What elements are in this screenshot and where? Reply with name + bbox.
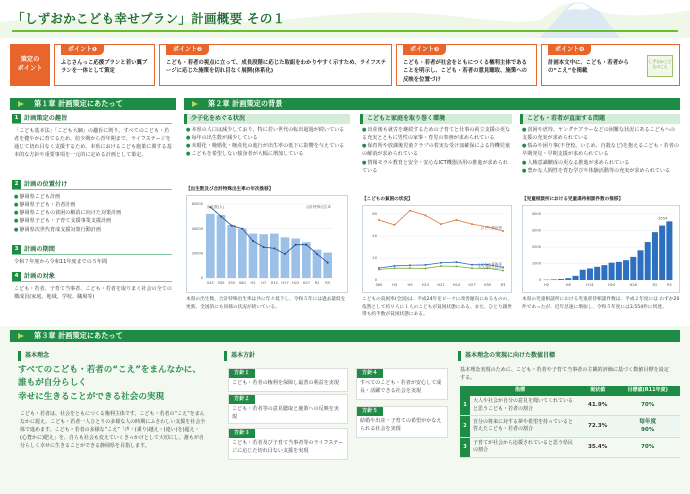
chart3-xtick: R5	[666, 283, 672, 287]
ch1-item3-num: 3	[12, 245, 21, 254]
chart2-ytick: 20	[372, 256, 377, 261]
ch1-item2-bullet: ● 静岡県次世代育成支援対策行動計画	[14, 226, 172, 234]
policy-5-text: 結婚や出産・子育ての希望がかなえられる社会を実現	[360, 418, 442, 432]
chart1-xtick: H22	[292, 281, 300, 285]
goal-target: 70%	[615, 396, 680, 416]
policy-3-tag: 方針３	[229, 429, 255, 438]
chart3-ytick: 4000	[531, 212, 541, 217]
chart1-legend-rate: 合計特殊出生率	[305, 205, 331, 209]
ch2-col2-title: こどもと家庭を取り巻く環境	[360, 114, 512, 124]
chapter1-heading: 第１章 計画策定にあたって	[10, 98, 176, 110]
chart1-xtick: R5	[325, 281, 331, 285]
chapter2-heading: 第２章 計画策定の背景	[184, 98, 680, 110]
chart3-xtick: R2	[652, 283, 658, 287]
goals-header-target: 目標値(R11年度)	[615, 386, 680, 396]
ch2-col2-bullet: ● 出産後も就労を継続するための子育てと仕事の両立支援の更なる充実とともに男性の家事・育児の参画が求められている	[362, 126, 512, 142]
chart1-bar	[270, 234, 279, 278]
chart2-xtick: H24	[452, 283, 461, 287]
policy-2-tag: 方針２	[229, 395, 255, 404]
chart3-bar	[609, 263, 615, 280]
goals-header-current: 現状値	[580, 386, 615, 396]
title-underline	[12, 30, 678, 32]
point-3	[396, 44, 537, 86]
ch1-item2-bullet: ● 静岡県こども計画	[14, 193, 172, 201]
chart3-bar	[637, 250, 643, 280]
chart3-bar	[565, 278, 571, 280]
goal-text: 大人や社会が自分の意見を聞いてくれていると思うこども・若者の割合	[470, 396, 580, 416]
chart3-caption: 本県の児童相談所における児童虐待相談件数は、平成２年度には わずか20件であったが、近年急速に増加し、令和５年度には3,554件に到達。	[522, 297, 680, 310]
table-row	[460, 437, 680, 457]
goals-title: 基本理念の実現に向けた数値目標	[458, 351, 680, 361]
chart3-ytick: 3000	[531, 228, 541, 233]
table-row	[460, 396, 680, 416]
goal-target: 毎年度 90%	[615, 416, 680, 438]
ch1-item1-title: 計画策定の趣旨	[24, 115, 68, 122]
policy-4	[356, 368, 448, 400]
policy-4-text: すべてのこども・若者が安心して成長・活躍できる社会を実現	[360, 380, 442, 394]
chart3-xtick: H2	[544, 283, 550, 287]
chart1-bar	[281, 237, 290, 278]
ch1-item4-title: 計画の対象	[24, 273, 55, 280]
chart2-xtick: H15	[421, 283, 430, 287]
chart1-caption: 本県の出生数、合計特殊出生率は共に年々低下し、令和５年には過去最低を更新。全国的にも同様の状況が続いている。	[186, 297, 346, 310]
chart3-xtick: H8	[565, 283, 571, 287]
policy-1	[228, 368, 348, 392]
goal-num: 1	[460, 396, 470, 416]
chart3-bar	[659, 226, 665, 280]
policy-2	[228, 394, 348, 424]
policy-2-text: こども・若者等の意見聴取と施策への反映を実現	[232, 406, 339, 420]
ch1-item2-bullet: ● 静岡県こどもの貧困の解消に向けた対策計画	[14, 209, 172, 217]
chart1-bar	[238, 229, 247, 278]
chart3-abuse	[522, 205, 680, 293]
table-row	[460, 416, 680, 438]
philosophy-text: こども・若者は、社会をともにつくる権利主体です。こども・若者の“こえ”をまんなかに捉え、こども・若者一人ひとりの多様な人の時期にふさわしい支援を社会全体で進めます。こども・若者の多様な“こえ”「声・(乗り)越え・(違い)を)超え・(心豊かに)肥え」を、自らも社会も変えていくきっかけとして大切にし、誰もが自分らしく幸せに生きることができる静岡県を目指します。	[20, 411, 206, 449]
policies-title: 基本方針	[224, 351, 344, 361]
policy-5-tag: 方針５	[357, 407, 383, 416]
chart2-title: 【こどもの貧困の状況】	[362, 197, 413, 202]
goals-header-row	[460, 386, 680, 396]
chart2-xtick: H21	[437, 283, 445, 287]
point-3-text: こども・若者が社会をともにつくる権利主体であることを明示し、こども・若者の意見聴取、施策への反映を位置づけ	[403, 60, 527, 83]
chart1-bar	[323, 253, 332, 278]
chart1-svg	[187, 196, 347, 292]
point-1-text: ふじさんっこ応援プランと若い翼プランを一体として策定	[61, 60, 148, 75]
chart3-bar	[666, 221, 672, 280]
chart2-xtick: H3	[392, 283, 397, 287]
point-2-text: こども・若者の視点に立って、成長段階に応じた取組をわかりやすく示すため、ライフステージに応じた施策を切れ目なく展開(体系化)	[166, 60, 387, 75]
goal-text: 子育てが社会から応援されていると思う県民の割合	[470, 437, 580, 457]
ch2-col3-list	[522, 126, 680, 175]
goal-num: 3	[460, 437, 470, 457]
chart2-xtick: S60	[375, 283, 383, 287]
ch1-item4-heading	[12, 272, 172, 282]
chart1-xtick: H7	[261, 281, 267, 285]
chart2-xtick: H27	[468, 283, 476, 287]
chart3-bar	[645, 242, 651, 280]
chart1-bar	[259, 234, 268, 278]
point-3-tag: ポイント❸	[403, 44, 446, 55]
chart1-xtick: R2	[314, 281, 320, 285]
chart1-ylabel: 出生数(人)	[207, 205, 225, 209]
chart2-xtick: H30	[483, 283, 492, 287]
goal-current: 35.4%	[580, 437, 615, 457]
chart3-xtick: H20	[607, 283, 616, 287]
chart1-title: 【出生数及び合計特殊出生率の年次推移】	[186, 187, 274, 192]
chart2-series-label: こどもの貧困率	[476, 262, 502, 267]
ch1-item2-title: 計画の位置付け	[24, 181, 68, 188]
ch2-col1-bullet: ● 未婚化・晩婚化・晩産化の進行が出生率の低下に影響を与えている	[186, 142, 348, 150]
point-4	[541, 44, 680, 86]
point-2-tag: ポイント❷	[166, 44, 209, 55]
ch1-item1-text: 「こども基本法」「こども大綱」の趣旨に則り、すべてのこども・若者を健やかに育てるため、幼少期から青年期まで、ライフステージを通じて切れ目なく支援するため、本県におけるこども施策に関する基本的な方針や重要事項を一元的に定める計画として策定。	[14, 128, 172, 159]
chart1-xtick: H12	[270, 281, 278, 285]
ch1-item2-bullet: ● 静岡県子ども・子育て支援事業支援計画	[14, 217, 172, 225]
policy-5	[356, 406, 448, 438]
chart3-svg	[523, 206, 679, 292]
plan-points-band	[10, 44, 680, 86]
chart3-ytick: 1000	[531, 261, 541, 266]
point-1-tag: ポイント❶	[61, 44, 104, 55]
ch2-col1-bullet: ● 毎年の出生数が減少している	[186, 134, 348, 142]
point-4-tag: ポイント❹	[548, 44, 591, 55]
chart3-bar	[587, 268, 593, 280]
policy-1-tag: 方針１	[229, 369, 255, 378]
chart1-bar	[217, 215, 226, 278]
policy-3-text: こども・若者及び子育て当事者等のライフステージに応じた切れ目ない支援を実現	[232, 440, 344, 454]
goals-header-indicator: 指標	[460, 386, 580, 396]
chart2-caption: こどもの貧困率(全国)は、平成24年をピークに改善傾向にあるものの、依然として約９人に１人のこどもが貧困状態にある。また、ひとり親世帯も約半数が貧困状態にある。	[362, 297, 513, 318]
chart3-bar	[652, 232, 658, 280]
point-2	[159, 44, 392, 86]
goals-table	[460, 386, 680, 458]
ch2-col3-bullet: ● 人権意識醸成の更なる推進が求められている	[522, 159, 680, 167]
ch1-item1-heading	[12, 114, 172, 124]
page-title: 「しずおかこども幸せプラン」計画概要 その１	[12, 11, 286, 26]
ch2-col1-title: 少子化をめぐる状況	[184, 114, 350, 124]
kodomo-no-koe-logo: しずおかこどものこえ	[647, 55, 673, 77]
plan-points-label: 策定の ポイント	[10, 44, 50, 86]
goal-current: 41.9%	[580, 396, 615, 416]
ch2-col3-bullet: ● 悩みや困り事(不登校、いじめ、自殺など)を抱えるこども・若者の早期発見・早期支援が求められている	[522, 142, 680, 158]
philosophy-statement	[18, 364, 218, 404]
ch1-item1-num: 1	[12, 114, 21, 123]
chart2-poverty	[362, 205, 512, 293]
philosophy-line: 幸せに生きることができる社会の実現	[18, 391, 165, 402]
chart1-bar	[227, 225, 236, 278]
chart1-xtick: S60	[238, 281, 246, 285]
chart3-bar	[580, 270, 586, 280]
ch1-item3-heading	[12, 245, 172, 255]
chart3-data-label: 3554	[658, 216, 668, 221]
chapter3-heading: 第３章 計画策定にあたって	[10, 330, 680, 342]
philosophy-title: 基本理念	[18, 351, 198, 361]
chart1-xtick: H2	[250, 281, 256, 285]
chart3-ytick: 0	[538, 278, 541, 283]
ch2-col3-bullet: ● 貧困や虐待、ヤングケアラーなどの困難な状況にあるこどもへの支援の充実が求められている	[522, 126, 680, 142]
ch2-col2-list	[362, 126, 512, 175]
chart3-xtick: H26	[629, 283, 637, 287]
chart3-bar	[551, 279, 557, 280]
ch2-col1-bullet: ● こどもを希望しない独身者が大幅に増加している	[186, 150, 348, 158]
chart1-ytick: 0	[200, 276, 203, 281]
ch2-col1-bullet: ● 本県の人口は減少しており、特に若い世代の転出超過が続いている	[186, 126, 348, 134]
ch1-item4-text: こども・若者、子育て当事者、こども・若者を取りまく社会の全ての構成員(家庭、地域、学校、職場等)	[14, 286, 172, 301]
ch1-item3-title: 計画の期間	[24, 246, 55, 253]
chart2-xtick: H9	[407, 283, 413, 287]
goal-text: 自分の将来に対する夢や希望を持っていると答えたこども・若者の割合	[470, 416, 580, 438]
chart3-xtick: H14	[586, 283, 594, 287]
ch2-col1-list	[186, 126, 348, 159]
chart2-series-label: ひとり親世帯	[480, 226, 502, 231]
point-4-text: 計画本文中に、こども・若者からの“こえ”を掲載	[548, 60, 629, 75]
chart2-svg	[363, 206, 511, 292]
policy-1-text: こども・若者の権利を保障し最善の利益を実現	[232, 380, 339, 386]
chart1-xtick: H17	[281, 281, 289, 285]
chart1-birth-rate	[186, 195, 348, 293]
chart1-ytick: 40000	[191, 226, 203, 231]
chart1-ytick: 20000	[191, 251, 203, 256]
ch1-item2-num: 2	[12, 180, 21, 189]
ch1-item4-num: 4	[12, 272, 21, 281]
ch1-item2-list	[14, 193, 172, 234]
chart3-title: 【児童相談所における児童虐待相談件数の推移】	[522, 197, 624, 202]
chart3-bar	[601, 265, 607, 280]
point-1	[54, 44, 155, 86]
policy-4-tag: 方針４	[357, 369, 383, 378]
chart1-bar	[206, 214, 215, 278]
chart2-xtick: R3	[500, 283, 506, 287]
ch1-item3-text: 令和７年度から令和11年度までの５年間	[14, 259, 108, 265]
chart1-ytick: 60000	[191, 202, 203, 207]
chart3-bar	[616, 262, 622, 280]
chart1-xtick: S55	[228, 281, 236, 285]
chart3-ytick: 2000	[531, 245, 541, 250]
policy-3	[228, 428, 348, 460]
chart1-xtick: H27	[302, 281, 310, 285]
chart3-bar	[623, 260, 629, 280]
chart3-bar	[572, 276, 578, 280]
ch1-item2-bullet: ● 静岡県子ども・若者計画	[14, 201, 172, 209]
ch2-col3-title: こども・若者が直面する問題	[520, 114, 680, 124]
chart3-bar	[594, 267, 600, 280]
goal-current: 72.3%	[580, 416, 615, 438]
chart3-bar	[630, 257, 636, 280]
goals-intro: 基本理念実現のために、こども・若者や子育て当事者の主観的評価に基づく数値目標を設定する。	[460, 367, 669, 382]
chart3-bar	[558, 279, 564, 280]
chart2-series-label: 大人が2人以上	[478, 265, 502, 270]
chart2-ytick: 60	[372, 212, 377, 217]
chart2-ytick: 40	[372, 234, 377, 239]
ch2-col3-bullet: ● 豊かな人間性を育む学びや体験活動等の充実が求められている	[522, 167, 680, 175]
philosophy-line: 誰もが自分らしく	[18, 378, 87, 389]
ch1-item2-heading	[12, 180, 172, 190]
chart1-xtick: S45	[206, 281, 214, 285]
ch2-col2-bullet: ● 情報モラル教育と安全・安心なICT機器活用の推進が求められている	[362, 159, 512, 175]
chart1-xtick: S50	[217, 281, 225, 285]
ch2-col2-bullet: ● 保育所や放課後児童クラブの着実な受け皿確保による待機児童の解消が求められている	[362, 142, 512, 158]
chart2-ytick: 0	[374, 278, 377, 283]
philosophy-line: すべてのこども・若者の“こえ”をまんなかに、	[18, 365, 201, 375]
goal-num: 2	[460, 416, 470, 438]
goal-target: 70%	[615, 437, 680, 457]
